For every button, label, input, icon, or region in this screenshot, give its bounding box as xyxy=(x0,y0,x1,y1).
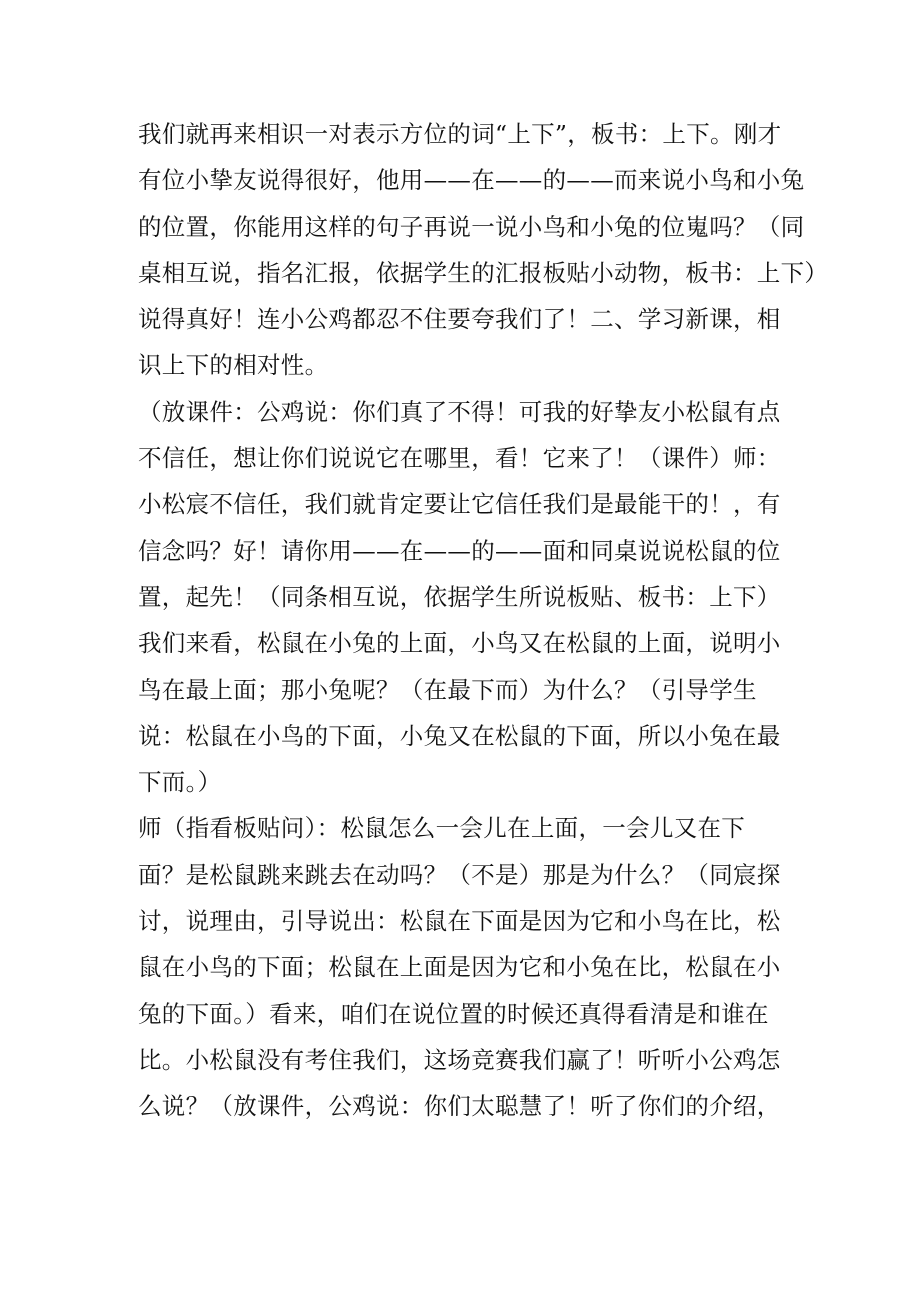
text-line-14: 说：松鼠在小鸟的下面，小兔又在松鼠的下面，所以小兔在最 xyxy=(138,721,781,750)
text-line-16: 师（指看板贴问）：松鼠怎么一会儿在上面，一会儿又在下 xyxy=(138,814,746,843)
text-line-21: 比。小松鼠没有考住我们，这场竞赛我们赢了！听听小公鸡怎 xyxy=(138,1045,781,1074)
text-line-5: 说得真好！连小公鸡都忍不住要夸我们了！二、学习新课，相 xyxy=(138,305,781,334)
text-line-6: 识上下的相对性。 xyxy=(138,351,329,380)
text-line-3: 的位置，你能用这样的句子再说一说小鸟和小兔的位嵬吗？（同 xyxy=(138,212,805,241)
text-line-11: 置，起先！（同条相互说，依据学生所说板贴、板书：上下） xyxy=(138,582,781,611)
text-line-8: 不信任，想让你们说说它在哪里，看！它来了！（课件）师： xyxy=(138,444,781,473)
text-line-12: 我们来看，松鼠在小兔的上面，小鸟又在松鼠的上面，说明小 xyxy=(138,629,781,658)
text-line-15: 下而。） xyxy=(138,768,222,797)
text-line-22: 么说？（放课件，公鸡说：你们太聪慧了！听了你们的介绍， xyxy=(138,1092,781,1121)
text-line-4: 桌相互说，指名汇报，依据学生的汇报板贴小动物，板书：上下） xyxy=(138,258,829,287)
text-line-13: 鸟在最上面；那小兔呢？（在最下而）为什么？（引导学生 xyxy=(138,675,757,704)
text-line-19: 鼠在小鸟的下面；松鼠在上面是因为它和小兔在比，松鼠在小 xyxy=(138,953,781,982)
text-line-7: （放课件：公鸡说：你们真了不得！可我的好挚友小松鼠有点 xyxy=(138,397,781,426)
text-line-1: 我们就再来相识一对表示方位的词“上下”，板书：上下。刚才 xyxy=(138,120,782,148)
text-line-18: 讨，说理由，引导说出：松鼠在下面是因为它和小鸟在比，松 xyxy=(138,907,781,936)
text-line-10: 信念吗？好！请你用——在——的——面和同桌说说松鼠的位 xyxy=(138,536,781,565)
text-line-17: 面？是松鼠跳来跳去在动吗？（不是）那是为什么？（同宸探 xyxy=(138,860,781,889)
text-line-2: 有位小挚友说得很好，他用——在——的——而来说小鸟和小兔 xyxy=(138,166,805,195)
text-line-9: 小松宸不信任，我们就肯定要让它信任我们是最能干的！，有 xyxy=(138,490,781,519)
body-text xyxy=(138,111,829,1130)
text-line-20: 兔的下面。）看来，咱们在说位置的时候还真得看清是和谁在 xyxy=(138,999,769,1028)
